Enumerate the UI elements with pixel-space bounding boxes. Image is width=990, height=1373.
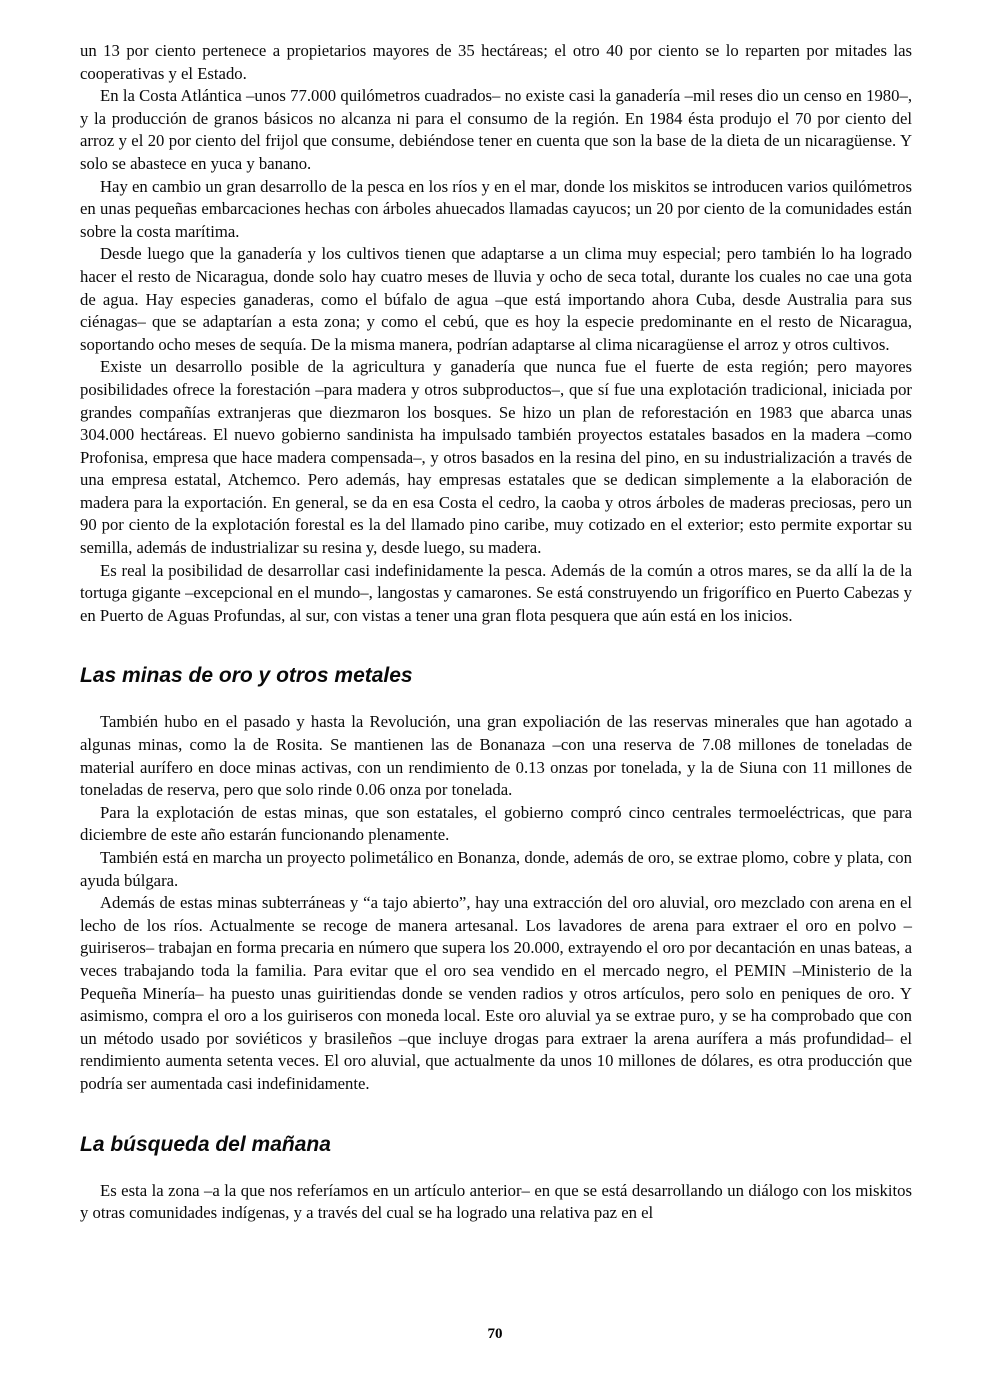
document-page [80, 40, 912, 1225]
paragraph: Es esta la zona –a la que nos referíamos en un artículo anterior– en que se está desarrollando un diálogo con los miskitos y otras comunidades indígenas, y a través del cual se ha logrado una relativa paz en el [80, 1180, 912, 1223]
paragraph: un 13 por ciento pertenece a propietarios mayores de 35 hectáreas; el otro 40 por ciento se lo reparten por mitades las cooperativas y el Estado. [80, 41, 912, 83]
section-minas [80, 663, 912, 1095]
paragraph: Desde luego que la ganadería y los cultivos tienen que adaptarse a un clima muy especial; pero también lo ha logrado hacer el resto de Nicaragua, donde solo hay cuatro meses de lluvia y ocho de seca total, durante los cuales no cae una gota de agua. Hay especies ganaderas, como el búfalo de agua –que está importando ahora Cuba, desde Australia para sus ciénagas– que se adaptarían a esta zona; y como el cebú, que es hoy la especie predominante en el resto de Nicaragua, soportando ocho meses de sequía. De la misma manera, podrían adaptarse al clima nicaragüense el arroz y otros cultivos. [80, 244, 912, 354]
paragraph: También está en marcha un proyecto polimetálico en Bonanza, donde, además de oro, se extrae plomo, cobre y plata, con ayuda búlgara. [80, 848, 912, 890]
paragraph: Existe un desarrollo posible de la agricultura y ganadería que nunca fue el fuerte de esta región; pero mayores posibilidades ofrece la forestación –para madera y otros subproductos–, que sí fue una explotación tradicional, iniciada por grandes compañías extranjeras que diezmaron los bosques. Se hizo un plan de reforestación en 1983 que abarca unas 304.000 hectáreas. El nuevo gobierno sandinista ha impulsado también proyectos estatales basados en la madera –como Profonisa, empresa que hace madera compensada–, y otros basados en la resina del pino, en su industrialización a través de una empresa estatal, Atchemco. Pero además, hay empresas estatales que se dedican simplemente a la elaboración de madera para la exportación. En general, se da en esa Costa el cedro, la caoba y otros árboles de maderas preciosas, pero un 90 por ciento de la explotación forestal es la del llamado pino caribe, muy cotizado en el exterior; esto permite exportar su semilla, además de industrializar su resina y, desde luego, su madera. [80, 357, 912, 558]
paragraph: También hubo en el pasado y hasta la Revolución, una gran expoliación de las reservas minerales que han agotado a algunas minas, como la de Rosita. Se mantienen las de Bonanaza –con una reserva de 7.08 millones de toneladas de material aurífero en doce minas activas, con un rendimiento de 0.13 onzas por tonelada, y la de Siuna con 11 millones de toneladas de reserva, pero que solo rinde 0.06 onza por tonelada. [80, 712, 912, 800]
page-number: 70 [487, 1326, 503, 1342]
paragraph: Es real la posibilidad de desarrollar casi indefinidamente la pesca. Además de la común a otros mares, se da allí la de la tortuga gigante –excepcional en el mundo–, langostas y camarones. Se está construyendo un frigorífico en Puerto Cabezas y en Puerto de Aguas Profundas, al sur, con vistas a tener una gran flota pesquera que aún está en los inicios. [80, 560, 912, 625]
paragraph: En la Costa Atlántica –unos 77.000 quilómetros cuadrados– no existe casi la ganadería –mil reses dio un censo en 1980–, y la producción de granos básicos no alcanza ni para el consumo de la región. En 1984 ésta produjo el 70 por ciento del arroz y el 20 por ciento del frijol que consume, debiéndose tener en cuenta que son la base de la dieta de un nicaragüense. Y solo se abastece en yuca y banano. [80, 86, 912, 173]
paragraph: Para la explotación de estas minas, que son estatales, el gobierno compró cinco centrales termoeléctricas, que para diciembre de este año estarán funcionando plenamente. [80, 802, 912, 845]
paragraph: Hay en cambio un gran desarrollo de la pesca en los ríos y en el mar, donde los miskitos se introducen varios quilómetros en unas pequeñas embarcaciones hechas con árboles ahuecados llamadas cayucos; un 20 por ciento de la comunidades están sobre la costa marítima. [80, 176, 912, 241]
section-heading: Las minas de oro y otros metales [80, 664, 413, 688]
section-heading: La búsqueda del mañana [80, 1132, 331, 1156]
section-ganaderia [80, 40, 912, 627]
section-busqueda [80, 1132, 912, 1225]
paragraph: Además de estas minas subterráneas y “a tajo abierto”, hay una extracción del oro aluvial, oro mezclado con arena en el lecho de los ríos. Actualmente se recoge de manera artesanal. Los lavadores de arena para extraer el oro en polvo –guiriseros– trabajan en forma precaria en número que supera los 20.000, extrayendo el oro por decantación en unas bateas, a veces trabajando toda la familia. Para evitar que el oro sea vendido en el mercado negro, el PEMIN –Ministerio de la Pequeña Minería– ha puesto unas guiritiendas donde se venden radios y otros artículos, pero solo en peniques de oro. Y asimismo, compra el oro a los guiriseros con moneda local. Este oro aluvial ya se extrae puro, y se ha comprobado que con un método usado por soviéticos y brasileños –que incluye drogas para extraer la arena aurífera a más profundidad– el rendimiento aumenta setenta veces. El oro aluvial, que actualmente da unos 10 millones de dólares, es otra producción que podría ser aumentada casi indefinidamente. [80, 893, 912, 1093]
